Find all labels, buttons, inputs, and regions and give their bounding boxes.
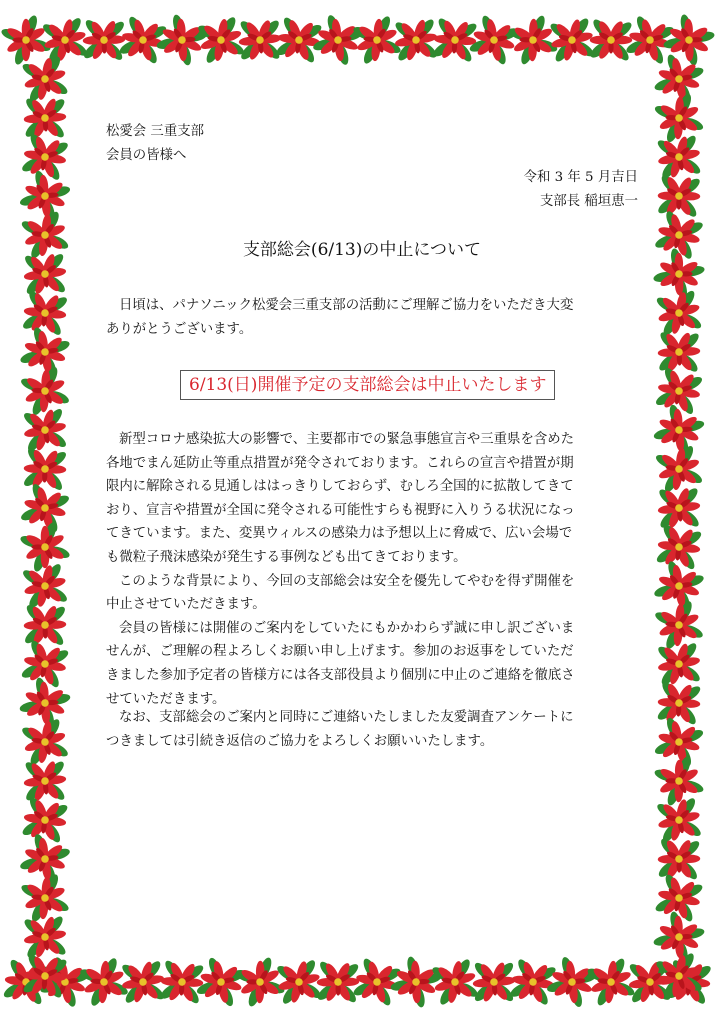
poinsettia-icon <box>643 238 714 309</box>
poinsettia-icon <box>648 282 710 344</box>
poinsettia-icon <box>12 904 79 971</box>
poinsettia-icon <box>15 712 75 772</box>
closing-line: つきましては引続き返信のご協力をよろしくお願いいたします。 <box>106 733 494 749</box>
poinsettia-icon <box>582 953 640 1011</box>
body-line: てきています。また、変異ウィルスの感染力は予想以上に脅威で、広い会場で <box>106 526 573 542</box>
body-paragraphs <box>106 428 575 711</box>
intro-line: ありがとうございます。 <box>106 321 253 337</box>
poinsettia-icon <box>19 521 71 573</box>
poinsettia-icon <box>0 14 52 66</box>
poinsettia-icon <box>644 824 715 895</box>
poinsettia-icon <box>643 160 714 231</box>
poinsettia-icon <box>14 48 76 110</box>
poinsettia-icon <box>651 597 707 653</box>
body-line: 会員の皆様には開催のご案内をしていたにもかかわらず誠に申し訳ございま <box>119 620 575 636</box>
page-title: 支部総会(6/13)の中止について <box>242 240 482 260</box>
poinsettia-icon <box>16 869 73 926</box>
addressee-block <box>106 120 204 167</box>
notice-letter <box>70 62 654 960</box>
poinsettia-icon <box>234 956 287 1009</box>
intro-paragraph <box>106 294 573 341</box>
poinsettia-icon <box>506 13 560 67</box>
poinsettia-icon <box>11 240 79 308</box>
closing-paragraph <box>106 706 573 753</box>
body-line: も微粒子飛沫感染が発生する事例なども出てきております。 <box>106 549 467 565</box>
body-line: おり、宣言や措置が全国に発令される可能性すらも視野に入りうる状況になっ <box>106 502 575 518</box>
poinsettia-icon <box>649 946 710 1007</box>
date-sender-block <box>524 166 638 213</box>
date: 令和 3 年 5 月吉日 <box>523 170 638 185</box>
recipients: 会員の皆様へ <box>106 147 187 163</box>
cancellation-notice-box: 6/13(日)開催予定の支部総会は中止いたします <box>180 370 555 400</box>
body-line: このような背景により、今回の支部総会は安全を優先してやむを得ず開催を <box>119 573 575 589</box>
poinsettia-icon <box>13 554 76 617</box>
poinsettia-icon <box>652 91 707 146</box>
poinsettia-icon <box>348 11 405 68</box>
body-line: 中止させていただきます。 <box>106 597 266 613</box>
poinsettia-icon <box>645 474 713 542</box>
poinsettia-icon <box>425 952 486 1013</box>
sender: 支部長 稲垣恵一 <box>540 193 638 209</box>
poinsettia-icon <box>644 317 714 387</box>
poinsettia-icon <box>17 363 73 419</box>
poinsettia-icon <box>16 206 75 265</box>
poinsettia-icon <box>653 4 724 76</box>
closing-line: なお、支部総会のご案内と同時にご連絡いたしました友愛調査アンケートに <box>119 710 574 725</box>
body-line: 各地でまん延防止等重点措置が発令されております。これらの宣言や措置が期 <box>106 455 574 471</box>
poinsettia-icon <box>653 946 724 1018</box>
poinsettia-icon <box>646 631 712 697</box>
poinsettia-icon <box>76 954 132 1010</box>
poinsettia-icon <box>647 125 712 190</box>
body-line: 限内に解除される見通しははっきりしておらず、むしろ全国的に拡散してきて <box>106 479 574 495</box>
poinsettia-icon <box>0 946 62 1019</box>
body-line: きました参加予定者の皆様方には各支部役員より個別に中止のご連絡を徹底さ <box>106 667 575 683</box>
body-line: せていただきます。 <box>106 691 226 707</box>
organization-name: 松愛会 三重支部 <box>106 124 204 139</box>
poinsettia-icon <box>647 788 711 852</box>
poinsettia-icon <box>653 755 706 808</box>
poinsettia-icon <box>649 439 709 499</box>
body-line: せんが、ご理解の程よろしくお願い申し上げます。参加のお返事をしていただ <box>106 644 574 660</box>
intro-line: 日頃は、パナソニック松愛会三重支部の活動にご理解ご協力をいただき大変 <box>119 298 574 313</box>
poinsettia-icon <box>12 397 78 463</box>
body-line: 新型コロナ感染拡大の影響で、主要都市での緊急事態宣言や三重県を含めた <box>119 432 575 447</box>
